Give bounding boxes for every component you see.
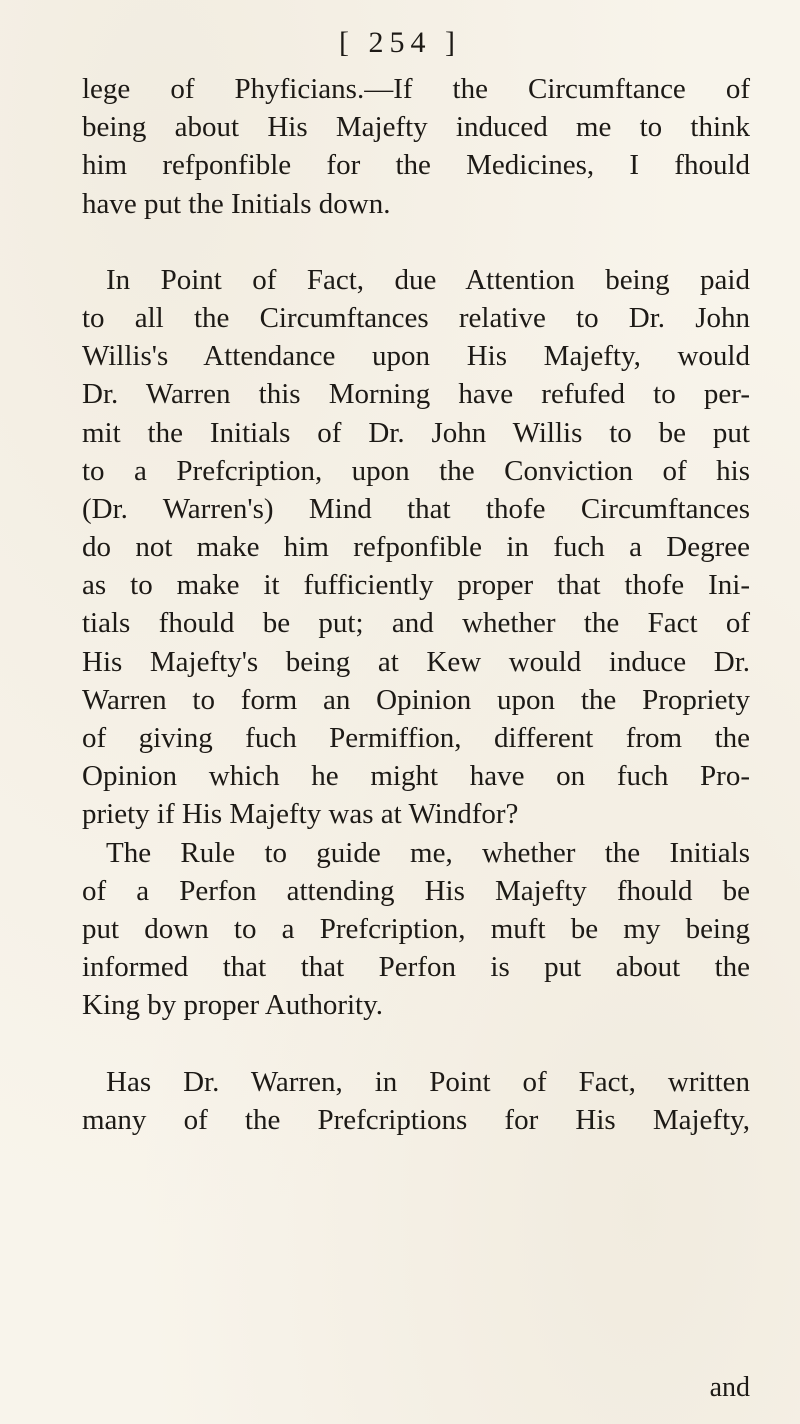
catchword: and	[709, 1372, 750, 1403]
text-line: Opinion which he might have on fuch Pro-	[82, 760, 750, 793]
text-line: of a Perfon attending His Majefty fhould be	[82, 874, 750, 907]
text-line: mit the Initials of Dr. John Willis to be put	[82, 416, 750, 449]
text-line: Has Dr. Warren, in Point of Fact, written	[106, 1065, 750, 1098]
text-line: Warren to form an Opinion upon the Propriety	[82, 683, 750, 716]
paragraph-2	[82, 261, 750, 834]
text-line: to a Prefcription, upon the Conviction of his	[82, 454, 750, 487]
text-line: do not make him refponfible in fuch a Degree	[82, 531, 750, 564]
text-line: being about His Majefty induced me to think	[82, 111, 750, 144]
text-line: him refponfible for the Medicines, I fhould	[82, 149, 750, 182]
text-line: In Point of Fact, due Attention being paid	[106, 263, 750, 296]
text-line: have put the Initials down.	[82, 187, 391, 220]
text-line: as to make it fufficiently proper that thofe Ini-	[82, 569, 750, 602]
text-line: His Majefty's being at Kew would induce Dr.	[82, 645, 750, 678]
text-line: many of the Prefcriptions for His Majefty,	[82, 1103, 750, 1136]
text-line: The Rule to guide me, whether the Initials	[106, 836, 750, 869]
paragraph-3	[82, 834, 750, 1025]
text-line: to all the Circumftances relative to Dr. John	[82, 301, 750, 334]
paragraph-1	[82, 70, 750, 223]
text-line: put down to a Prefcription, muft be my being	[82, 912, 750, 945]
text-line: King by proper Authority.	[82, 989, 383, 1022]
body-text	[82, 70, 750, 1139]
text-line: Dr. Warren this Morning have refufed to per-	[82, 378, 750, 411]
text-line: (Dr. Warren's) Mind that thofe Circumftances	[82, 492, 750, 525]
text-line: of giving fuch Permiffion, different from the	[82, 722, 750, 754]
paragraph-4	[82, 1063, 750, 1139]
text-line: tials fhould be put; and whether the Fact of	[82, 607, 750, 640]
text-line: lege of Phyficians.—If the Circumftance of	[82, 73, 750, 105]
text-line: Willis's Attendance upon His Majefty, would	[82, 340, 750, 373]
text-line: priety if His Majefty was at Windfor?	[82, 798, 519, 831]
page-number: [ 254 ]	[339, 26, 461, 59]
text-line: informed that that Perfon is put about the	[82, 951, 750, 984]
